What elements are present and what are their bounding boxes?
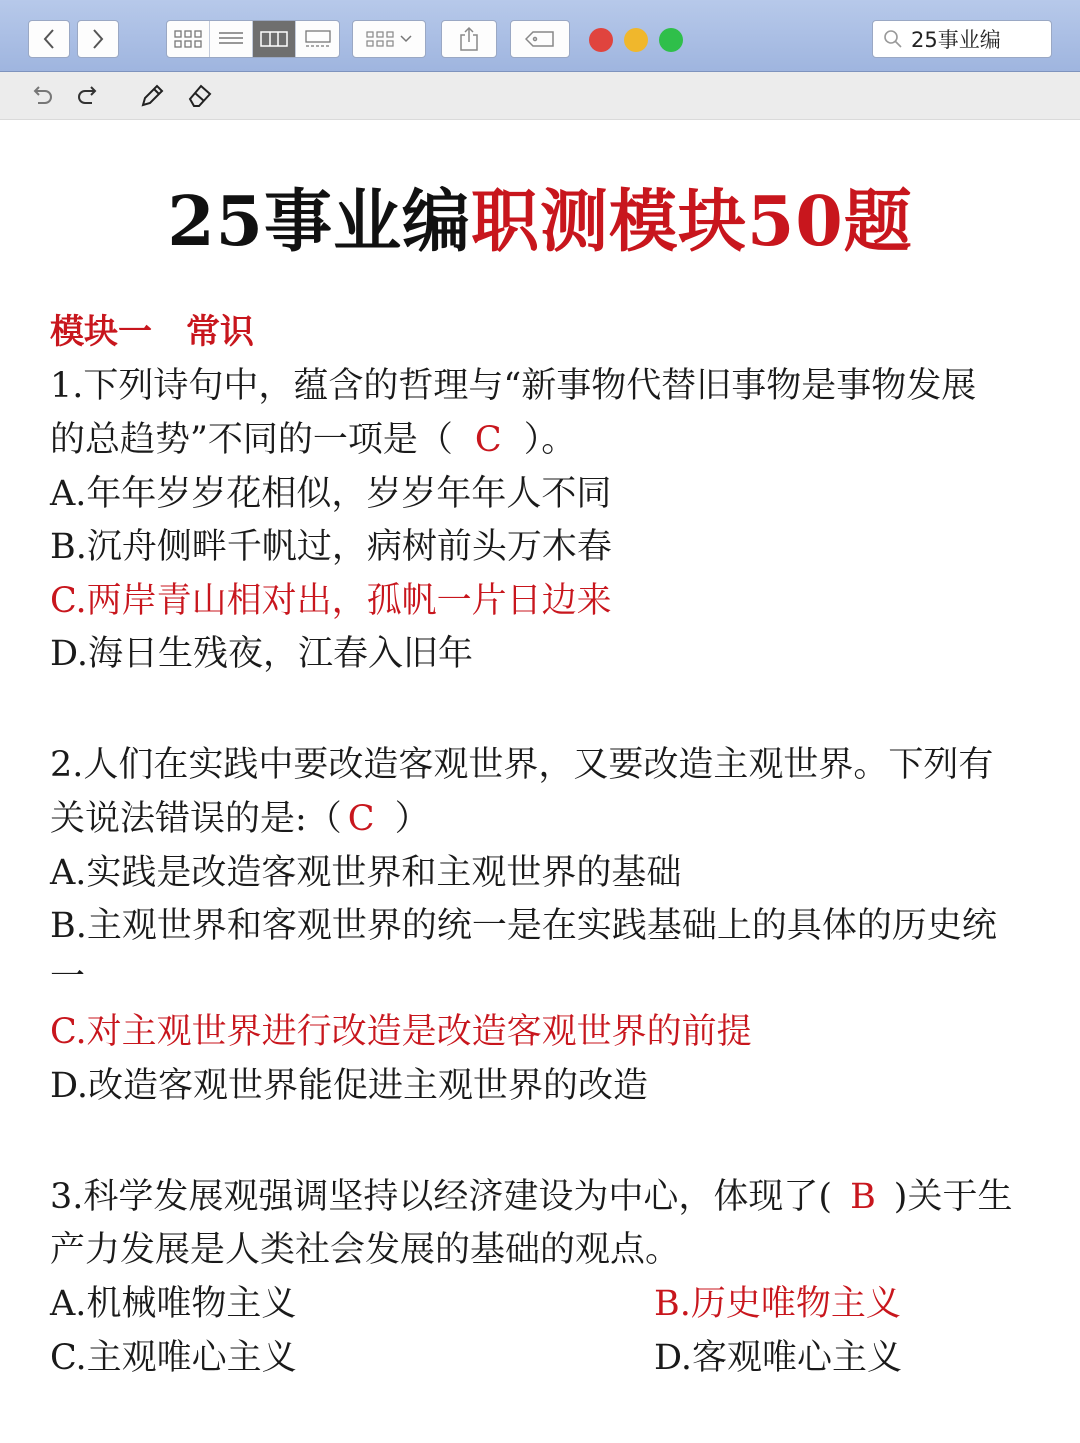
search-field[interactable] <box>872 20 1052 58</box>
q3-option-c: C.主观唯心主义 <box>50 1338 297 1378</box>
q3-option-a: A.机械唯物主义 <box>50 1284 297 1324</box>
search-icon <box>883 29 903 49</box>
q2-option-b-line2: 一 <box>50 957 86 997</box>
tag-button[interactable] <box>510 20 570 58</box>
window-toolbar <box>0 0 1080 72</box>
zoom-tag-dot[interactable] <box>659 28 683 52</box>
q3-stem-line2: 产力发展是人类社会发展的基础的观点。 <box>50 1230 681 1270</box>
q1-option-d: D.海日生残夜，江春入旧年 <box>50 634 473 674</box>
minimize-tag-dot[interactable] <box>624 28 648 52</box>
title-black-part: 25事业编 <box>167 182 471 262</box>
edit-toolbar <box>0 72 1080 120</box>
q2-option-c: C.对主观世界进行改造是改造客观世界的前提 <box>50 1012 752 1052</box>
q3-option-b: B.历史唯物主义 <box>654 1284 901 1324</box>
q1-answer: C <box>474 420 502 460</box>
share-icon <box>459 26 479 52</box>
back-button[interactable] <box>28 20 70 58</box>
document-title <box>0 168 1080 265</box>
q1-stem-line2-post: ）。 <box>523 420 577 460</box>
chevron-down-icon <box>400 35 412 43</box>
q2-stem-line2-pre: 关说法错误的是:（ <box>50 799 342 839</box>
list-icon <box>219 31 243 47</box>
q2-option-d: D.改造客观世界能促进主观世界的改造 <box>50 1066 648 1106</box>
q3-stem-line1-pre: 3.科学发展观强调坚持以经济建设为中心，体现了( <box>50 1177 833 1217</box>
q2-option-a: A.实践是改造客观世界和主观世界的基础 <box>50 853 682 893</box>
close-tag-dot[interactable] <box>589 28 613 52</box>
chevron-right-icon <box>91 28 105 50</box>
q1-stem-line2 <box>50 418 576 462</box>
view-mode-switcher <box>166 20 340 58</box>
eraser-icon[interactable] <box>186 82 214 110</box>
q2-stem-line1: 2.人们在实践中要改造客观世界，又要改造主观世界。下列有 <box>50 745 994 785</box>
group-by-button[interactable] <box>352 20 426 58</box>
grid-view-button[interactable] <box>167 21 210 57</box>
q2-option-b-line1: B.主观世界和客观世界的统一是在实践基础上的具体的历史统 <box>50 906 997 946</box>
q1-option-a: A.年年岁岁花相似，岁岁年年人不同 <box>50 474 612 514</box>
group-grid-icon <box>366 31 394 47</box>
title-red-part: 职测模块50题 <box>471 182 913 262</box>
redo-icon[interactable] <box>74 82 102 110</box>
share-button[interactable] <box>441 20 497 58</box>
q3-stem-line1 <box>50 1175 1012 1219</box>
q2-stem-line2 <box>50 797 430 841</box>
tag-icon <box>525 30 555 48</box>
q2-stem-line2-post: ） <box>394 799 430 839</box>
module-heading: 模块一 常识 <box>50 312 254 352</box>
list-view-button[interactable] <box>210 21 253 57</box>
q3-stem-line1-post: )关于生 <box>893 1177 1013 1217</box>
gallery-view-button[interactable] <box>296 21 339 57</box>
q2-answer: C <box>347 799 375 839</box>
undo-icon[interactable] <box>28 82 56 110</box>
chevron-left-icon <box>42 28 56 50</box>
pencil-icon[interactable] <box>138 82 166 110</box>
forward-button[interactable] <box>77 20 119 58</box>
columns-icon <box>260 30 288 48</box>
q1-stem-line1: 1.下列诗句中，蕴含的哲理与“新事物代替旧事物是事物发展 <box>50 366 977 406</box>
search-input[interactable]: 25事业编 <box>911 28 1001 52</box>
q1-stem-line2-pre: 的总趋势”不同的一项是（ <box>50 420 453 460</box>
column-view-button[interactable] <box>253 21 296 57</box>
grid-icon <box>174 30 202 48</box>
q3-option-d: D.客观唯心主义 <box>654 1338 902 1378</box>
q1-option-b: B.沉舟侧畔千帆过，病树前头万木春 <box>50 527 612 567</box>
q1-option-c: C.两岸青山相对出，孤帆一片日边来 <box>50 581 612 621</box>
q3-answer: B <box>850 1177 876 1217</box>
gallery-icon <box>304 30 332 48</box>
